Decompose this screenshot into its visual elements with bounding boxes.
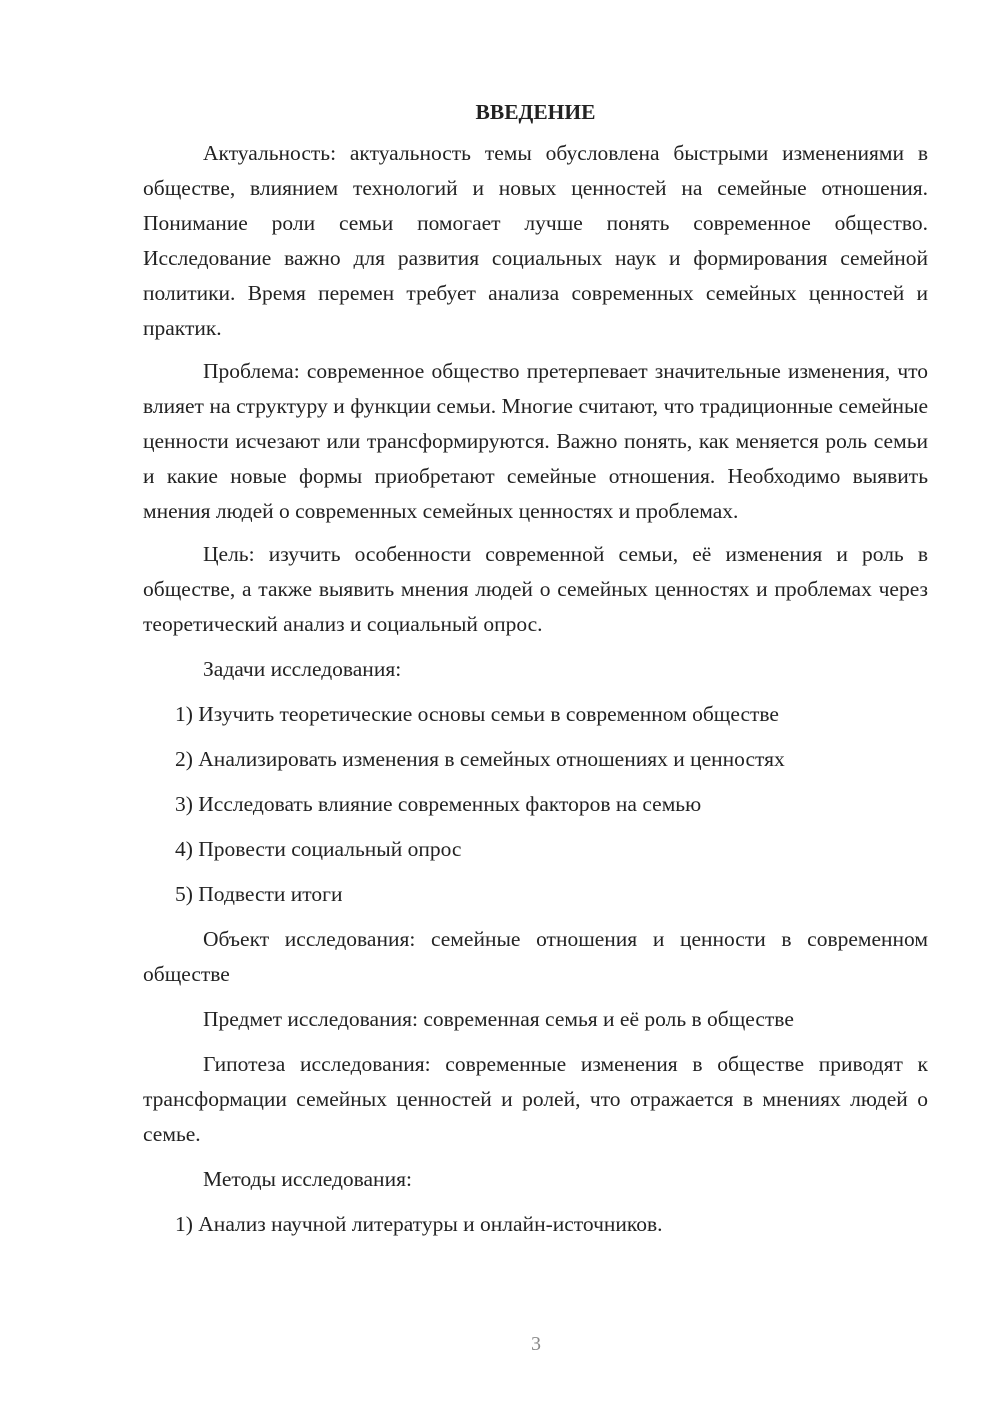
tasks-heading: Задачи исследования: (203, 657, 402, 681)
list-item: 2) Анализировать изменения в семейных отношениях и ценностях (175, 747, 785, 771)
list-item: 5) Подвести итоги (175, 882, 343, 906)
paragraph-subject: Предмет исследования: современная семья и её роль в обществе (203, 1007, 794, 1031)
tasks-list (143, 697, 928, 912)
list-item: 4) Провести социальный опрос (175, 837, 462, 861)
methods-list (143, 1207, 928, 1242)
list-item: 1) Изучить теоретические основы семьи в современном обществе (175, 702, 779, 726)
section-title: ВВЕДЕНИЕ (475, 100, 596, 124)
list-item: 1) Анализ научной литературы и онлайн-источников. (175, 1212, 663, 1236)
page-content (143, 96, 928, 1252)
paragraph-problem: Проблема: современное общество претерпевает значительные изменения, что влияет на структуру и функции семьи. Многие считают, что традиционные семейные ценности исчезают или трансформируются. Важно понять, как меняется роль семьи и какие новые формы приобретают семейные отношения. Необходимо выявить мнения людей о современных семейных ценностях и проблемах. (143, 359, 928, 523)
paragraph-goal: Цель: изучить особенности современной семьи, её изменения и роль в обществе, а также выявить мнения людей о семейных ценностях и проблемах через теоретический анализ и социальный опрос. (143, 542, 928, 636)
list-item: 3) Исследовать влияние современных факторов на семью (175, 792, 702, 816)
methods-heading: Методы исследования: (203, 1167, 412, 1191)
paragraph-hypothesis: Гипотеза исследования: современные изменения в обществе приводят к трансформации семейных ценностей и ролей, что отражается в мнениях людей о семье. (143, 1052, 928, 1146)
paragraph-object: Объект исследования: семейные отношения и ценности в современном обществе (143, 927, 928, 986)
paragraph-relevance: Актуальность: актуальность темы обусловлена быстрыми изменениями в обществе, влиянием технологий и новых ценностей на семейные отношения. Понимание роли семьи помогает лучше понять современное общество. Исследование важно для развития социальных наук и формирования семейной политики. Время перемен требует анализа современных семейных ценностей и практик. (143, 141, 928, 340)
page-number: 3 (531, 1333, 541, 1355)
